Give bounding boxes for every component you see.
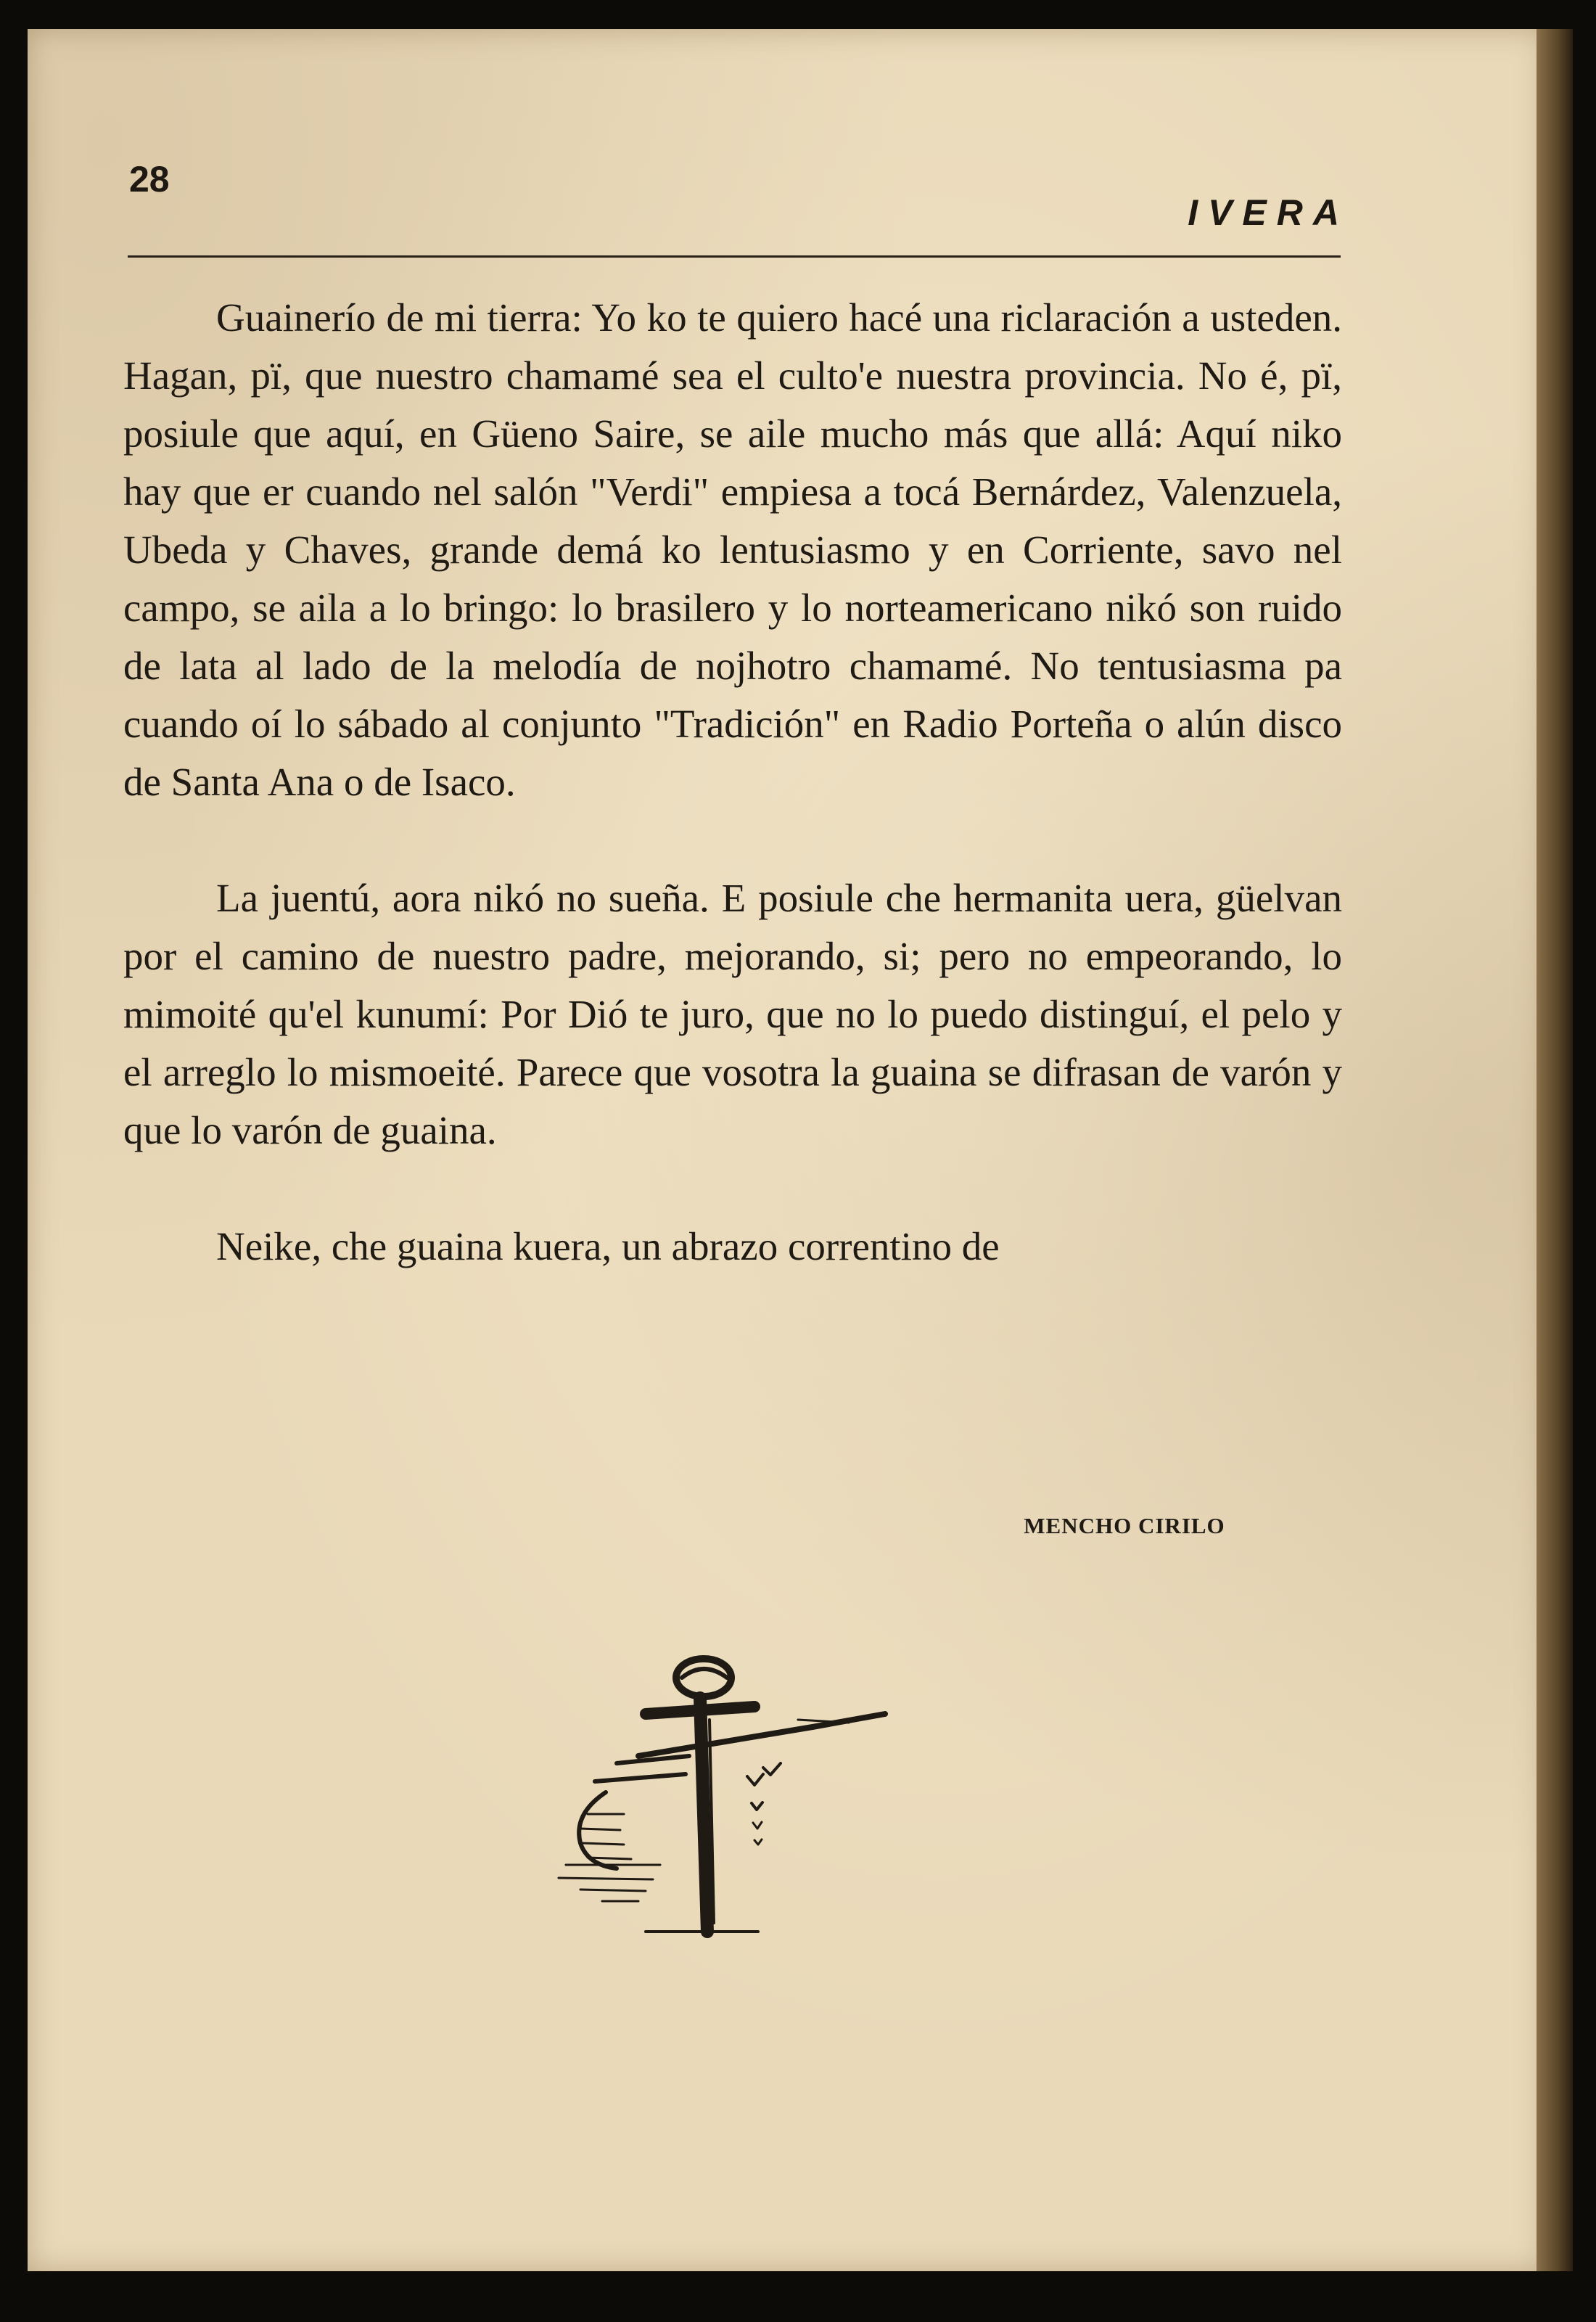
body-text — [123, 289, 1342, 1276]
paragraph: La juentú, aora nikó no sueña. E posiule che hermanita uera, güelvan por el camino de nuestro padre, mejorando, si; pero no empeorando, lo mimoité qu'el kunumí: Por Dió te juro, que no lo puedo distinguí, el pelo y el arreglo lo mismoeité. Parece que vosotra la guaina se difrasan de varón y que lo varón de guaina. — [123, 876, 1342, 1152]
anchor-vignette-icon — [537, 1647, 914, 1952]
signature: MENCHO CIRILO — [1024, 1513, 1225, 1538]
paragraph: Neike, che guaina kuera, un abrazo correntino de — [216, 1224, 1000, 1268]
book-edge — [1537, 29, 1573, 2271]
page-number: 28 — [129, 159, 170, 200]
running-title: IVERA — [1188, 192, 1349, 233]
header-rule — [128, 255, 1341, 258]
paragraph: Guainerío de mi tierra: Yo ko te quiero hacé una riclaración a usteden. Hagan, pï, que nuestro chamamé sea el culto'e nuestra provincia. No é, pï, posiule que aquí, en Güeno Saire, se aile mucho más que allá: Aquí niko hay que er cuando nel salón "Verdi" empiesa a tocá Bernárdez, Valenzuela, Ubeda y Chaves, grande demá ko lentusiasmo y en Corriente, savo nel campo, se aila a lo bringo: lo brasilero y lo norteamericano nikó son ruido de lata al lado de la melodía de nojhotro chamamé. No tentusiasma pa cuando oí lo sábado al conjunto "Tradición" en Radio Porteña o alún disco de Santa Ana o de Isaco. — [123, 295, 1342, 804]
